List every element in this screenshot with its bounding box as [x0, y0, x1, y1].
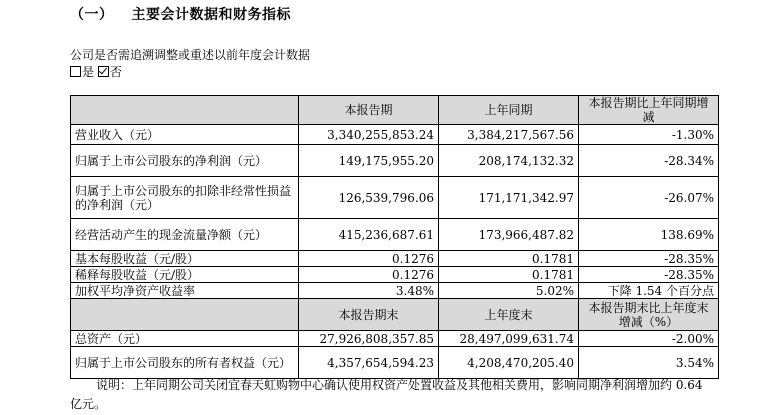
change-value: -2.00% — [579, 331, 719, 347]
prior-value: 0.1781 — [439, 267, 579, 283]
restatement-question: 公司是否需追溯调整或重述以前年度会计数据 — [70, 48, 311, 62]
change-value: 下降 1.54 个百分点 — [579, 283, 719, 299]
row-label: 加权平均净资产收益率 — [71, 283, 299, 299]
prior-value: 208,174,132.32 — [439, 145, 579, 177]
prior-year-end-value: 4,208,470,205.40 — [439, 347, 579, 379]
financial-data-table — [70, 95, 719, 379]
section-heading: 主要会计数据和财务指标 — [131, 7, 291, 23]
header-cell: 上年度末 — [439, 299, 579, 331]
current-value: 3,340,255,853.24 — [299, 125, 439, 145]
row-label: 稀释每股收益（元/股） — [71, 267, 299, 283]
table-row — [71, 125, 719, 145]
period-end-value: 27,926,808,357.85 — [299, 331, 439, 347]
change-value: 138.69% — [579, 219, 719, 251]
table-row — [71, 219, 719, 251]
header-cell: 上年同期 — [439, 96, 579, 125]
change-value: -26.07% — [579, 177, 719, 219]
table-row — [71, 251, 719, 267]
table-row — [71, 177, 719, 219]
row-label: 总资产（元） — [71, 331, 299, 347]
current-value: 0.1276 — [299, 251, 439, 267]
header-cell: 本报告期末比上年度末增减（%） — [579, 299, 719, 331]
prior-value: 0.1781 — [439, 251, 579, 267]
header-cell: 本报告期末 — [299, 299, 439, 331]
prior-value: 171,171,342.97 — [439, 177, 579, 219]
prior-value: 5.02% — [439, 283, 579, 299]
option-yes[interactable] — [70, 63, 94, 80]
prior-value: 3,384,217,567.56 — [439, 125, 579, 145]
row-label: 归属于上市公司股东的净利润（元） — [71, 145, 299, 177]
table-row — [71, 331, 719, 347]
change-value: -28.34% — [579, 145, 719, 177]
current-value: 149,175,955.20 — [299, 145, 439, 177]
option-yes-label: 是 — [82, 65, 95, 79]
row-label: 基本每股收益（元/股） — [71, 251, 299, 267]
prior-year-end-value: 28,497,099,631.74 — [439, 331, 579, 347]
table-row — [71, 347, 719, 379]
header-cell: 本报告期 — [299, 96, 439, 125]
option-no[interactable] — [98, 63, 122, 80]
restatement-options — [70, 63, 122, 80]
section-number: （一） — [70, 7, 114, 23]
period-end-value: 4,357,654,594.23 — [299, 347, 439, 379]
change-value: -28.35% — [579, 251, 719, 267]
option-no-label: 否 — [110, 65, 123, 79]
current-value: 0.1276 — [299, 267, 439, 283]
section-title — [70, 4, 291, 24]
header-cell — [71, 96, 299, 125]
header-cell — [71, 299, 299, 331]
row-label: 营业收入（元） — [71, 125, 299, 145]
checkbox-unchecked-icon[interactable] — [70, 66, 81, 77]
table-row — [71, 145, 719, 177]
current-value: 3.48% — [299, 283, 439, 299]
prior-value: 173,966,487.82 — [439, 219, 579, 251]
table-note: 说明：上年同期公司关闭宜春天虹购物中心确认使用权资产处置收益及其他相关费用，影响同期净利润增加约 0.64 亿元。 — [70, 378, 703, 411]
row-label: 归属于上市公司股东的所有者权益（元） — [71, 347, 299, 379]
table-header-row — [71, 96, 719, 125]
current-value: 415,236,687.61 — [299, 219, 439, 251]
change-value: 3.54% — [579, 347, 719, 379]
table-subheader-row — [71, 299, 719, 331]
table-row — [71, 267, 719, 283]
row-label: 经营活动产生的现金流量净额（元） — [71, 219, 299, 251]
header-cell: 本报告期比上年同期增减 — [579, 96, 719, 125]
checkbox-checked-icon[interactable] — [98, 66, 109, 77]
change-value: -1.30% — [579, 125, 719, 145]
change-value: -28.35% — [579, 267, 719, 283]
row-label: 归属于上市公司股东的扣除非经常性损益的净利润（元） — [71, 177, 299, 219]
current-value: 126,539,796.06 — [299, 177, 439, 219]
table-row — [71, 283, 719, 299]
